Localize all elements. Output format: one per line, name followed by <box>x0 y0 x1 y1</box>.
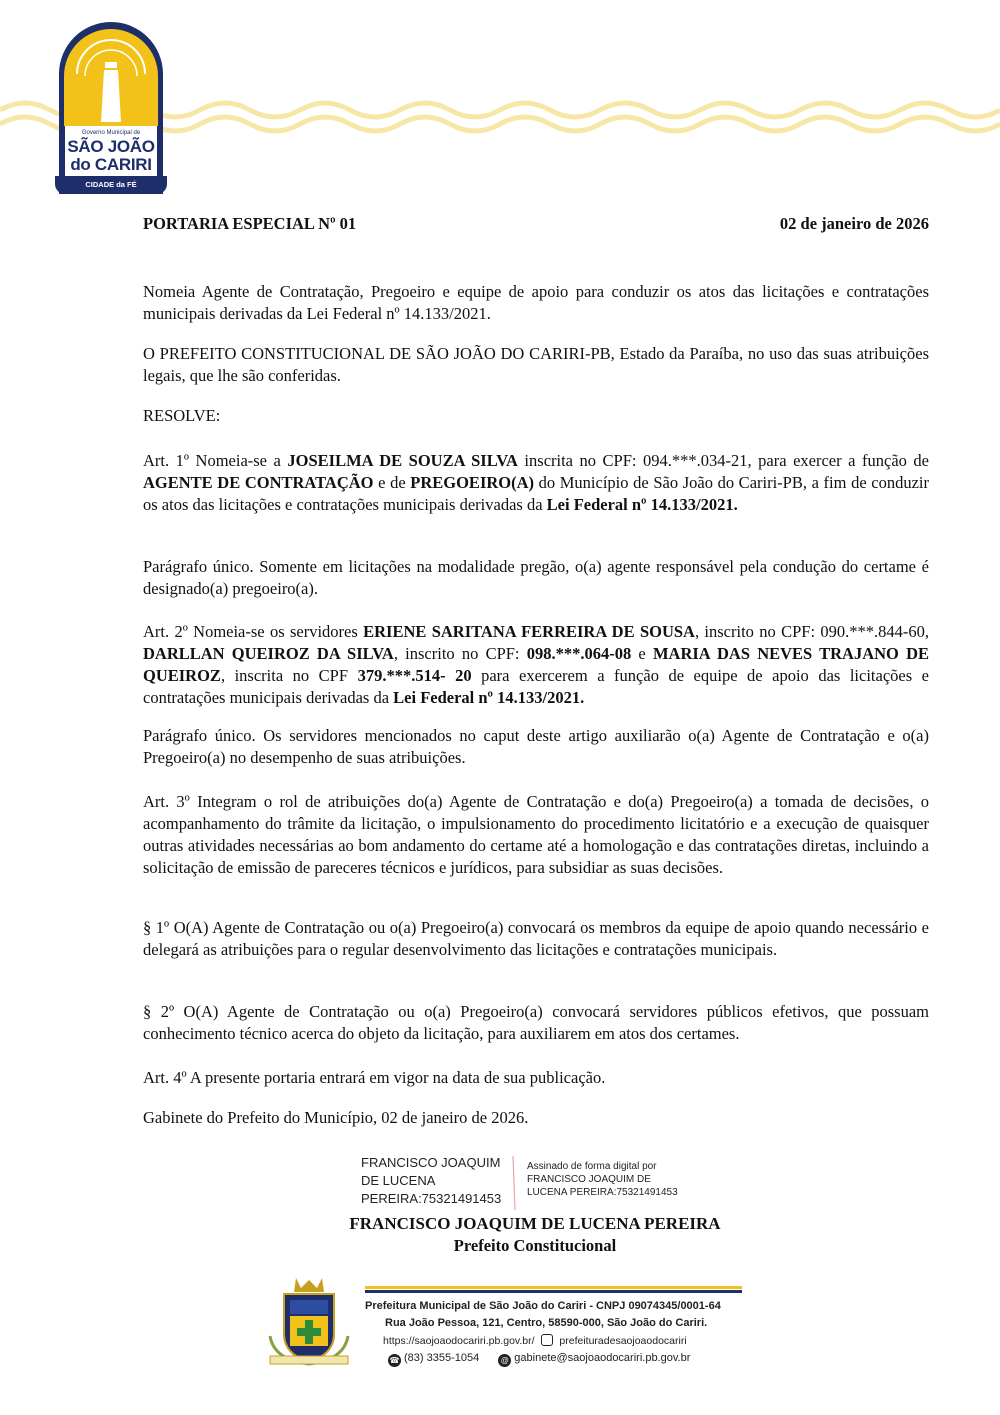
member-name-3: MARIA DAS NEVES TRAJANO DE QUEIROZ <box>143 644 929 685</box>
logo-tagline: CIDADE da FÉ <box>55 176 167 194</box>
article-2-paragraph: Parágrafo único. Os servidores mencionados no caput deste artigo auxiliarão o(a) Agente de Contratação e o(a) Pregoeiro(a) no desempenho de suas atribuições. <box>143 726 929 767</box>
logo-title-line1: SÃO JOÃO <box>67 137 155 156</box>
article-4: Art. 4º A presente portaria entrará em vigor na data de sua publicação. <box>143 1068 606 1087</box>
municipal-logo <box>55 18 167 194</box>
member-name-2: DARLLAN QUEIROZ DA SILVA <box>143 644 394 663</box>
footer-phone: (83) 3355-1054 <box>404 1352 480 1364</box>
document-date: 02 de janeiro de 2026 <box>779 214 929 233</box>
digital-signature-note: Assinado de forma digital por FRANCISCO JOAQUIM DE LUCENA PEREIRA:75321491453 <box>527 1161 678 1198</box>
appointee-name: JOSEILMA DE SOUZA SILVA <box>287 451 518 470</box>
email-icon: @ <box>498 1354 511 1367</box>
digital-signature-name: FRANCISCO JOAQUIM DE LUCENA PEREIRA:75321491453 <box>361 1155 502 1206</box>
member-name-1: ERIENE SARITANA FERREIRA DE SOUSA <box>363 622 695 641</box>
law-reference: Lei Federal nº 14.133/2021. <box>393 688 585 707</box>
article-2: Art. 2º Nomeia-se os servidores ERIENE SARITANA FERREIRA DE SOUSA, inscrito no CPF: 090.***.844-60, DARLLAN QUEIROZ DA SILVA, inscrito no CPF: 098.***.064-08 e MARIA DAS NEVES TRAJANO DE QUEIROZ, inscrita no CPF 379.***.514- 20 para exercerem a função de equipe de apoio das licitações e contratações municipais derivadas da Lei Federal nº 14.133/2021. <box>143 622 929 707</box>
phone-icon: ☎ <box>389 1356 400 1365</box>
footer-instagram[interactable]: prefeituradesaojoaodocariri <box>559 1335 687 1347</box>
member-cpf-3: 379.***.514- 20 <box>357 666 472 685</box>
footer-web-row <box>383 1334 687 1347</box>
role-auctioneer: PREGOEIRO(A) <box>410 473 535 492</box>
article-3: Art. 3º Integram o rol de atribuições do(a) Agente de Contratação e do(a) Pregoeiro(a) a tomada de decisões, o acompanhamento do trâmite da licitação, o impulsionamento do procedimento licitatório e a execução de quaisquer outras atividades necessárias ao bom andamento do certame até a homologação e das contratações diretas, incluindo a solicitação de emissão de pareceres técnicos e jurídicos, para subsidiar as suas decisões. <box>143 792 929 877</box>
signatory-role: Prefeito Constitucional <box>453 1236 617 1255</box>
footer-website[interactable]: https://saojoaodocariri.pb.gov.br/ <box>383 1335 535 1347</box>
article-3-section-1: § 1º O(A) Agente de Contratação ou o(a) Pregoeiro(a) convocará os membros da equipe de apoio quando necessário e delegará as atribuições para o regular desenvolvimento das licitações e contratações municipais. <box>143 918 929 959</box>
role-agent: AGENTE DE CONTRATAÇÃO <box>143 473 374 492</box>
resolve-heading: RESOLVE: <box>143 406 221 425</box>
footer-institution: Prefeitura Municipal de São João do Cariri - CNPJ 09074345/0001-64 <box>365 1300 721 1312</box>
footer-email[interactable]: gabinete@saojoaodocariri.pb.gov.br <box>514 1352 691 1364</box>
article-1-paragraph: Parágrafo único. Somente em licitações na modalidade pregão, o(a) agente responsável pela condução do certame é designado(a) pregoeiro(a). <box>143 557 929 598</box>
member-cpf-2: 098.***.064-08 <box>526 644 632 663</box>
footer-contact-row <box>388 1352 690 1367</box>
signatory-name: FRANCISCO JOAQUIM DE LUCENA PEREIRA <box>349 1214 721 1233</box>
document-title: PORTARIA ESPECIAL Nº 01 <box>143 214 357 233</box>
logo-caption: Governo Municipal de <box>81 130 141 136</box>
preamble-paragraph: O PREFEITO CONSTITUCIONAL DE SÃO JOÃO DO CARIRI-PB, Estado da Paraíba, no uso das suas atribuições legais, que lhe são conferidas. <box>143 344 929 385</box>
coat-of-arms-icon <box>266 1276 352 1368</box>
summary-paragraph: Nomeia Agente de Contratação, Pregoeiro e equipe de apoio para conduzir os atos das licitações e contratações municipais derivadas da Lei Federal nº 14.133/2021. <box>143 282 929 323</box>
logo-title-line2: do CARIRI <box>70 155 152 174</box>
footer-address: Rua João Pessoa, 121, Centro, 58590-000, São João do Cariri. <box>385 1317 708 1329</box>
article-1: Art. 1º Nomeia-se a JOSEILMA DE SOUZA SILVA inscrita no CPF: 094.***.034-21, para exercer a função de AGENTE DE CONTRATAÇÃO e de PREGOEIRO(A) do Município de São João do Cariri-PB, a fim de conduzir os atos das licitações e contratações municipais derivadas da Lei Federal nº 14.133/2021. <box>143 451 929 514</box>
article-3-section-2: § 2º O(A) Agente de Contratação ou o(a) Pregoeiro(a) convocará servidores públicos efetivos, que possuam conhecimento técnico acerca do objeto da licitação, para auxiliarem em atos dos certames. <box>143 1002 929 1043</box>
footer-divider-navy <box>365 1290 742 1293</box>
instagram-icon <box>541 1334 553 1346</box>
closing-line: Gabinete do Prefeito do Município, 02 de janeiro de 2026. <box>143 1108 529 1127</box>
law-reference: Lei Federal nº 14.133/2021. <box>546 495 738 514</box>
footer-divider-yellow <box>365 1286 742 1289</box>
